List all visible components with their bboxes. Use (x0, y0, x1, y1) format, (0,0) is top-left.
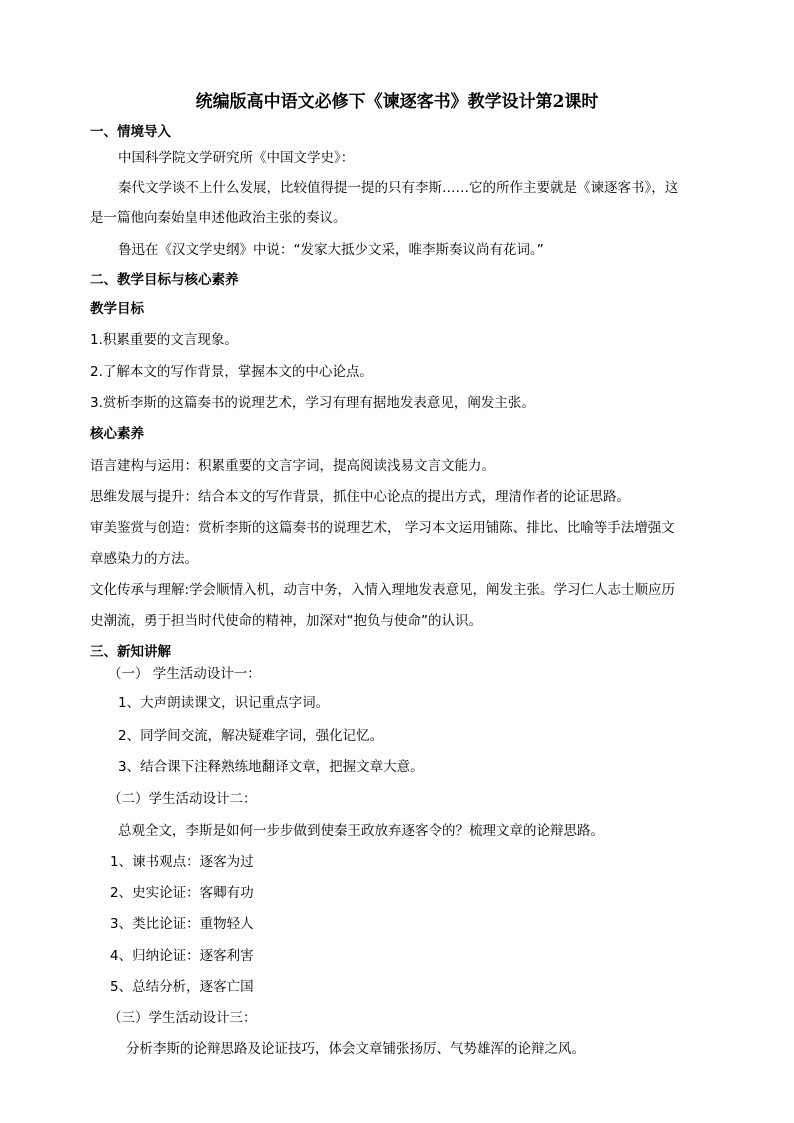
list-item: 3.赏析李斯的这篇奏书的说理艺术，学习有理有据地发表意见，阐发主张。 (90, 395, 535, 411)
activity-heading: （一） 学生活动设计一： (108, 666, 261, 682)
paragraph: 思维发展与提升：结合本文的写作背景，抓住中心论点的提出方式，理清作者的论证思路。 (90, 489, 630, 505)
list-item: 2、史实论证：客卿有功 (110, 885, 254, 901)
list-item: 3、结合课下注释熟练地翻译文章，把握文章大意。 (118, 759, 424, 775)
section-heading: 二、教学目标与核心素养 (90, 272, 239, 288)
activity-heading: （二）学生活动设计二： (108, 791, 257, 807)
document-title: 统编版高中语文必修下《谏逐客书》教学设计第2课时 (195, 92, 599, 112)
list-item: 5、总结分析，逐客亡国 (110, 979, 254, 995)
section-heading: 一、情境导入 (90, 124, 171, 140)
list-item: 3、类比论证：重物轻人 (110, 916, 254, 932)
paragraph: 史潮流，勇于担当时代使命的精神，加深对“抱负与使命”的认识。 (90, 613, 482, 629)
paragraph: 语言建构与运用：积累重要的文言字词，提高阅读浅易文言文能力。 (90, 458, 495, 474)
paragraph: 审美鉴赏与创造：赏析李斯的这篇奏书的说理艺术， 学习本文运用铺陈、排比、比喻等手法增强文 (90, 520, 675, 536)
list-item: 1、大声朗读课文，识记重点字词。 (118, 695, 330, 711)
list-item: 2.了解本文的写作背景，掌握本文的中心论点。 (90, 364, 373, 380)
paragraph: 中国科学院文学研究所《中国文学史》： (118, 150, 355, 166)
subheading: 教学目标 (90, 301, 144, 317)
subheading: 核心素养 (90, 426, 144, 442)
paragraph: 分析李斯的论辩思路及论证技巧，体会文章铺张扬厉、气势雄浑的论辩之风。 (126, 1041, 585, 1057)
list-item: 1.积累重要的文言现象。 (90, 332, 238, 348)
list-item: 4、归纳论证：逐客利害 (110, 948, 254, 964)
paragraph: 章感染力的方法。 (90, 551, 198, 567)
paragraph: 文化传承与理解:学会顺情入机，动言中务，入情入理地发表意见，阐发主张。学习仁人志士顺应历 (90, 582, 676, 598)
activity-heading: （三）学生活动设计三： (108, 1010, 257, 1026)
paragraph: 是一篇他向秦始皇申述他政治主张的奏议。 (90, 210, 347, 226)
section-heading: 三、新知讲解 (90, 644, 171, 660)
list-item: 1、谏书观点：逐客为过 (110, 854, 254, 870)
paragraph: 总观全文，李斯是如何一步步做到使秦王政放弃逐客令的？梳理文章的论辩思路。 (118, 823, 604, 839)
list-item: 2、同学间交流，解决疑难字词，强化记忆。 (118, 728, 384, 744)
paragraph: 鲁迅在《汉文学史纲》中说：“发家大抵少文采，唯李斯奏议尚有花词。” (118, 242, 544, 258)
paragraph: 秦代文学谈不上什么发展，比较值得提一提的只有李斯……它的所作主要就是《谏逐客书》，这 (118, 180, 679, 196)
